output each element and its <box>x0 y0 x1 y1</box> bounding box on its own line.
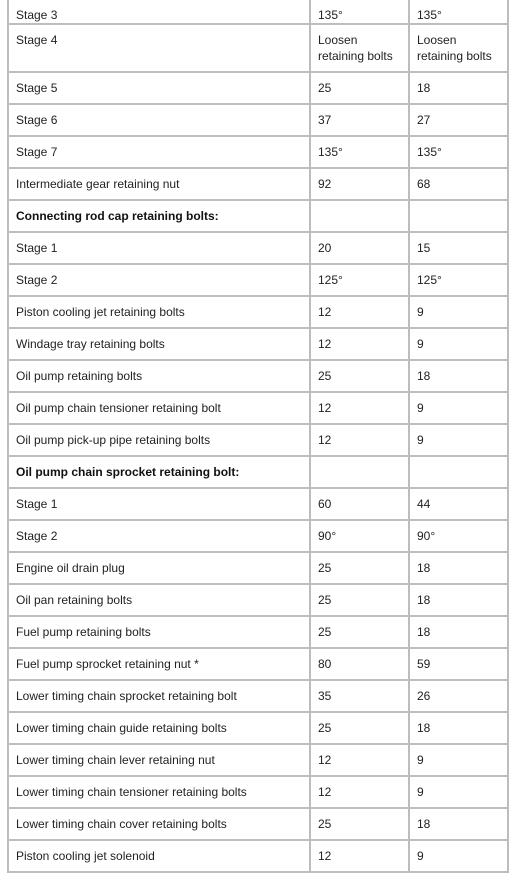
table-row <box>9 361 507 391</box>
component-cell: Stage 5 <box>9 73 309 103</box>
value-nm-cell: 25 <box>311 713 408 743</box>
value-lbft-cell: 26 <box>410 681 507 711</box>
torque-spec-table <box>7 0 509 873</box>
table-row <box>9 617 507 647</box>
value-nm-cell: 125° <box>311 265 408 295</box>
table-row <box>9 265 507 295</box>
value-nm-cell: 12 <box>311 329 408 359</box>
value-lbft-cell: 135° <box>410 0 507 23</box>
value-nm-cell: 25 <box>311 73 408 103</box>
table-row <box>9 777 507 807</box>
torque-spec-table-body <box>9 0 507 871</box>
value-nm-cell: 12 <box>311 425 408 455</box>
value-nm-cell: 25 <box>311 361 408 391</box>
value-nm-cell: 135° <box>311 0 408 23</box>
value-nm-cell: Loosen retaining bolts <box>311 25 408 71</box>
value-lbft-cell: 9 <box>410 393 507 423</box>
component-cell: Stage 2 <box>9 265 309 295</box>
component-cell: Stage 3 <box>9 0 309 23</box>
value-lbft-cell: 9 <box>410 297 507 327</box>
value-lbft-cell: 135° <box>410 137 507 167</box>
value-nm-cell: 12 <box>311 393 408 423</box>
value-lbft-cell: 125° <box>410 265 507 295</box>
component-cell: Stage 1 <box>9 489 309 519</box>
component-cell: Lower timing chain tensioner retaining bolts <box>9 777 309 807</box>
value-lbft-cell <box>410 457 507 487</box>
value-lbft-cell: 18 <box>410 73 507 103</box>
table-row <box>9 329 507 359</box>
component-cell: Fuel pump sprocket retaining nut * <box>9 649 309 679</box>
component-cell: Stage 7 <box>9 137 309 167</box>
table-row <box>9 745 507 775</box>
value-nm-cell: 80 <box>311 649 408 679</box>
value-lbft-cell: 9 <box>410 329 507 359</box>
table-row <box>9 297 507 327</box>
value-lbft-cell: 9 <box>410 777 507 807</box>
value-lbft-cell: 18 <box>410 361 507 391</box>
table-row <box>9 649 507 679</box>
value-lbft-cell: 90° <box>410 521 507 551</box>
table-row <box>9 681 507 711</box>
table-row <box>9 0 507 23</box>
value-nm-cell: 35 <box>311 681 408 711</box>
table-row <box>9 713 507 743</box>
value-nm-cell: 12 <box>311 297 408 327</box>
component-cell: Stage 1 <box>9 233 309 263</box>
table-row <box>9 105 507 135</box>
component-cell: Stage 2 <box>9 521 309 551</box>
value-nm-cell: 60 <box>311 489 408 519</box>
component-cell: Oil pump retaining bolts <box>9 361 309 391</box>
value-lbft-cell: 18 <box>410 553 507 583</box>
value-lbft-cell: 44 <box>410 489 507 519</box>
value-lbft-cell: 9 <box>410 745 507 775</box>
value-lbft-cell: 18 <box>410 809 507 839</box>
value-lbft-cell: 9 <box>410 841 507 871</box>
value-nm-cell: 20 <box>311 233 408 263</box>
value-nm-cell: 92 <box>311 169 408 199</box>
component-cell: Oil pump chain tensioner retaining bolt <box>9 393 309 423</box>
component-cell: Stage 6 <box>9 105 309 135</box>
component-cell: Fuel pump retaining bolts <box>9 617 309 647</box>
value-nm-cell <box>311 457 408 487</box>
value-lbft-cell: 59 <box>410 649 507 679</box>
value-lbft-cell: 27 <box>410 105 507 135</box>
value-lbft-cell: 18 <box>410 585 507 615</box>
value-nm-cell: 25 <box>311 809 408 839</box>
component-cell: Oil pump chain sprocket retaining bolt: <box>9 457 309 487</box>
component-cell: Piston cooling jet retaining bolts <box>9 297 309 327</box>
value-nm-cell: 37 <box>311 105 408 135</box>
value-nm-cell: 12 <box>311 841 408 871</box>
component-cell: Lower timing chain guide retaining bolts <box>9 713 309 743</box>
component-cell: Windage tray retaining bolts <box>9 329 309 359</box>
component-cell: Lower timing chain sprocket retaining bolt <box>9 681 309 711</box>
component-cell: Stage 4 <box>9 25 309 71</box>
table-row <box>9 137 507 167</box>
value-lbft-cell: 9 <box>410 425 507 455</box>
value-lbft-cell <box>410 201 507 231</box>
component-cell: Oil pump pick-up pipe retaining bolts <box>9 425 309 455</box>
value-nm-cell: 25 <box>311 553 408 583</box>
table-row <box>9 25 507 71</box>
value-nm-cell: 135° <box>311 137 408 167</box>
table-row <box>9 841 507 871</box>
component-cell: Intermediate gear retaining nut <box>9 169 309 199</box>
value-nm-cell: 12 <box>311 777 408 807</box>
value-lbft-cell: 18 <box>410 713 507 743</box>
table-row <box>9 585 507 615</box>
table-row <box>9 553 507 583</box>
table-section-heading-row <box>9 457 507 487</box>
value-nm-cell: 25 <box>311 585 408 615</box>
component-cell: Connecting rod cap retaining bolts: <box>9 201 309 231</box>
table-row <box>9 521 507 551</box>
value-lbft-cell: 68 <box>410 169 507 199</box>
component-cell: Oil pan retaining bolts <box>9 585 309 615</box>
component-cell: Engine oil drain plug <box>9 553 309 583</box>
value-lbft-cell: 18 <box>410 617 507 647</box>
table-row <box>9 809 507 839</box>
table-row <box>9 489 507 519</box>
value-nm-cell: 12 <box>311 745 408 775</box>
table-row <box>9 233 507 263</box>
component-cell: Lower timing chain cover retaining bolts <box>9 809 309 839</box>
component-cell: Piston cooling jet solenoid <box>9 841 309 871</box>
value-lbft-cell: 15 <box>410 233 507 263</box>
table-section-heading-row <box>9 201 507 231</box>
table-row <box>9 393 507 423</box>
table-row <box>9 425 507 455</box>
table-row <box>9 169 507 199</box>
component-cell: Lower timing chain lever retaining nut <box>9 745 309 775</box>
value-nm-cell: 90° <box>311 521 408 551</box>
value-nm-cell <box>311 201 408 231</box>
table-row <box>9 73 507 103</box>
value-nm-cell: 25 <box>311 617 408 647</box>
value-lbft-cell: Loosen retaining bolts <box>410 25 507 71</box>
